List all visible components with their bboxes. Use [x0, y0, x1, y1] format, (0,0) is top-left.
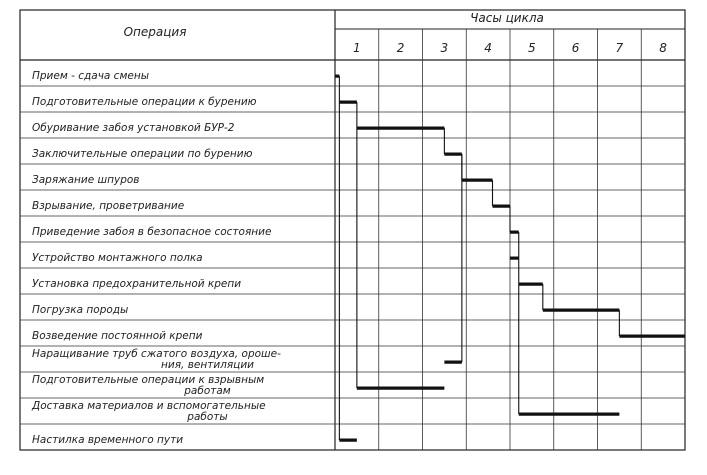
dependency-links [339, 76, 619, 440]
hour-label: 6 [571, 41, 580, 55]
hour-label: 5 [528, 41, 536, 55]
operation-label-continued: работам [184, 385, 231, 397]
operation-label: Прием - сдача смены [32, 70, 149, 82]
operation-label: Наращивание труб сжатого воздуха, ороше- [32, 348, 281, 360]
hour-label: 8 [659, 41, 667, 55]
operation-label: Доставка материалов и вспомогательные [32, 400, 266, 412]
operation-label: Заряжание шпуров [32, 174, 140, 186]
operation-label-continued: работы [187, 411, 228, 423]
operation-label: Установка предохранительной крепи [32, 278, 242, 290]
operation-label: Подготовительные операции к бурению [32, 96, 257, 108]
operation-labels [31, 70, 281, 446]
hour-label: 4 [484, 41, 492, 55]
operation-label: Заключительные операции по бурению [32, 148, 253, 160]
operation-label: Устройство монтажного полка [32, 252, 203, 264]
hour-label: 2 [396, 41, 405, 55]
header-hours-label: Часы цикла [470, 11, 544, 25]
operation-label: Возведение постоянной крепи [32, 330, 203, 342]
operation-label: Подготовительные операции к взрывным [32, 374, 265, 386]
operation-label: Погрузка породы [32, 304, 129, 316]
header-operation-label: Операция [123, 25, 187, 39]
operation-label: Обуривание забоя установкой БУР-2 [32, 122, 235, 134]
operation-label-continued: ния, вентиляции [161, 359, 254, 371]
hour-label: 7 [615, 41, 624, 55]
hour-label: 1 [353, 41, 361, 55]
operation-label: Приведение забоя в безопасное состояние [32, 226, 272, 238]
operation-label: Настилка временного пути [32, 434, 184, 446]
operation-label: Взрывание, проветривание [32, 200, 185, 212]
hour-label: 3 [440, 41, 449, 55]
